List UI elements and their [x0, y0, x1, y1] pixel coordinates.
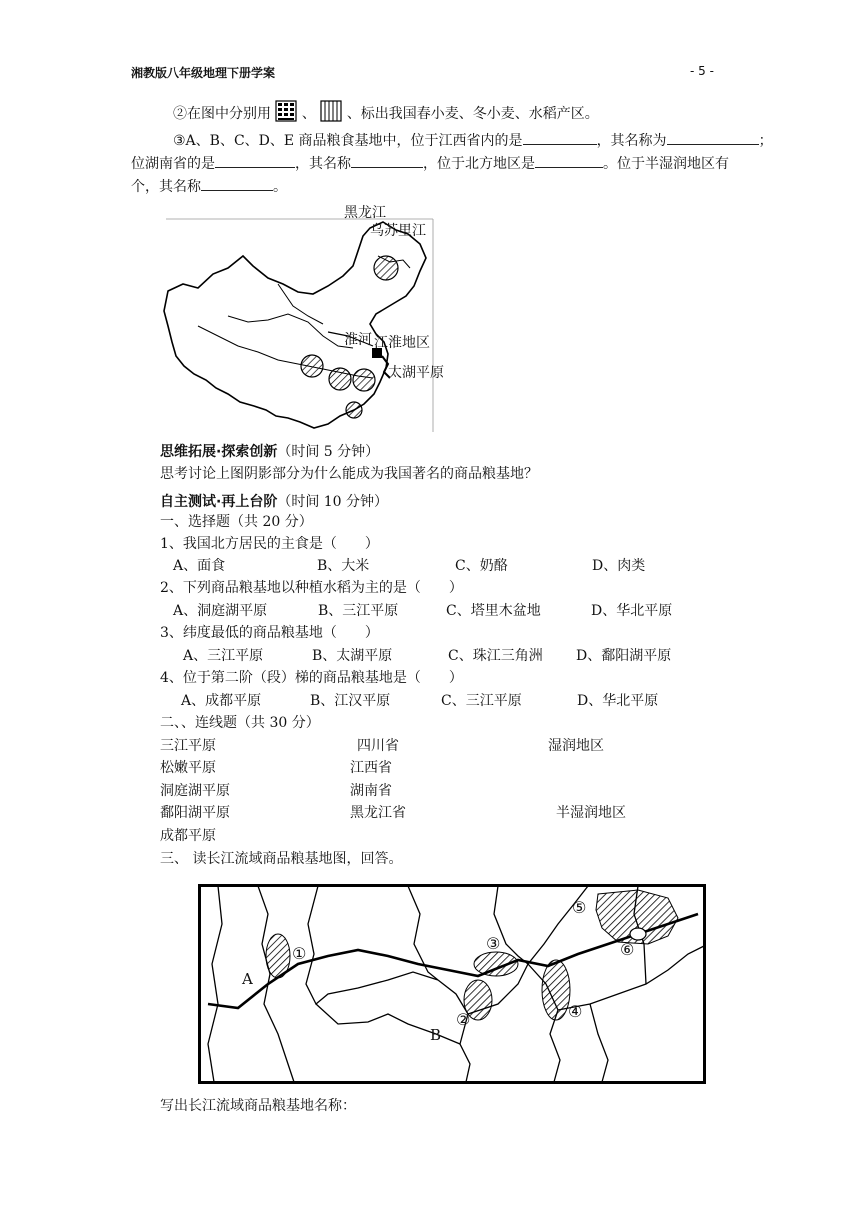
question-2-line	[173, 100, 599, 128]
grain-base-1-chengdu	[266, 934, 290, 978]
option[interactable]: A、三江平原	[183, 648, 264, 664]
final-question: 写出长江流域商品粮基地名称：	[160, 1098, 356, 1114]
section-test-title: 自主测试·再上台阶	[160, 494, 278, 510]
map-marker-6: ⑥	[620, 940, 635, 959]
option[interactable]: C、奶酪	[455, 558, 508, 574]
q3-text-h: 个，其名称	[131, 179, 201, 195]
match-left-item[interactable]: 洞庭湖平原	[160, 783, 230, 799]
question-stem: 4、位于第二阶（段）梯的商品粮基地是（ ）	[160, 670, 463, 686]
option[interactable]: C、珠江三角洲	[448, 648, 543, 664]
grain-base-chengdu-plain	[301, 355, 323, 377]
yangtze-map-drawing	[198, 884, 706, 1084]
option[interactable]: B、太湖平原	[312, 648, 393, 664]
label-jianghuai-region: 江淮地区	[374, 335, 430, 351]
match-middle-item[interactable]: 四川省	[357, 738, 399, 754]
question-3-line-2	[131, 153, 729, 174]
option[interactable]: D、鄱阳湖平原	[576, 648, 672, 664]
map-marker-4: ④	[568, 1002, 583, 1021]
yangtze-grain-base-map	[198, 884, 706, 1084]
answer-blank[interactable]	[351, 153, 423, 168]
answer-blank[interactable]	[215, 153, 295, 168]
part-1-heading: 一、选择题（共 20 分）	[160, 514, 313, 530]
question-stem: 2、下列商品粮基地以种植水稻为主的是（ ）	[160, 580, 463, 596]
option[interactable]: A、面食	[173, 558, 226, 574]
page-number: - 5 -	[690, 64, 714, 78]
section-think-title: 思维拓展·探索创新	[160, 444, 278, 460]
label-huai-river: 淮河	[344, 332, 372, 348]
map-marker-1: ①	[292, 944, 307, 963]
match-middle-item[interactable]: 黑龙江省	[350, 805, 406, 821]
document-header-title: 湘教版八年级地理下册学案	[131, 66, 276, 80]
answer-blank[interactable]	[535, 153, 603, 168]
match-middle-item[interactable]: 湖南省	[350, 783, 392, 799]
grain-base-poyang-lake	[353, 369, 375, 391]
grain-base-pearl-river-delta	[346, 402, 362, 418]
option[interactable]: D、肉类	[592, 558, 646, 574]
match-left-item[interactable]: 松嫩平原	[160, 760, 216, 776]
option[interactable]: B、大米	[317, 558, 370, 574]
section-think-question: 思考讨论上图阴影部分为什么能成为我国著名的商品粮基地？	[160, 466, 538, 482]
map-marker-5: ⑤	[572, 898, 587, 917]
option[interactable]: A、成都平原	[181, 693, 262, 709]
part-2-heading: 二、、连线题（共 30 分）	[160, 715, 320, 731]
section-test-time: （时间 10 分钟）	[277, 494, 389, 510]
question-2-separator: 、	[301, 106, 316, 122]
option[interactable]: B、江汉平原	[310, 693, 391, 709]
map-label-b: B	[430, 1026, 442, 1044]
q3-text-b: ，其名称为	[596, 133, 667, 149]
answer-blank[interactable]	[201, 176, 273, 191]
option[interactable]: D、华北平原	[577, 693, 659, 709]
match-left-item[interactable]: 三江平原	[160, 738, 216, 754]
label-wusuli-river: 乌苏里江	[370, 223, 426, 239]
match-left-item[interactable]: 成都平原	[160, 828, 216, 844]
grain-base-4-poyang	[542, 960, 570, 1020]
part-3-heading: 三、 读长江流域商品粮基地图，回答。	[160, 851, 403, 867]
q3-text-d: 位湖南省的是	[131, 156, 215, 172]
section-think-heading	[160, 442, 379, 462]
option[interactable]: C、塔里木盆地	[446, 603, 541, 619]
grain-base-jianghan-plain	[329, 368, 351, 390]
answer-blank[interactable]	[667, 130, 759, 145]
map-marker-3: ③	[486, 934, 501, 953]
q3-text-c: ；	[758, 133, 773, 149]
map-marker-2: ②	[456, 1010, 471, 1029]
option[interactable]: D、华北平原	[591, 603, 673, 619]
match-right-item[interactable]: 湿润地区	[548, 738, 604, 754]
question-2-prefix: ②在图中分别用	[173, 106, 271, 122]
match-left-item[interactable]: 鄱阳湖平原	[160, 805, 230, 821]
question-3-line-3	[131, 176, 287, 197]
option[interactable]: B、三江平原	[318, 603, 399, 619]
q3-text-a: ③A、B、C、D、E 商品粮食基地中，位于江西省内的是	[173, 133, 523, 149]
label-heilongjiang: 黑龙江	[344, 205, 386, 221]
option[interactable]: C、三江平原	[441, 693, 522, 709]
q3-text-f: ，位于北方地区是	[423, 156, 535, 172]
china-grain-base-map	[158, 196, 448, 436]
question-stem: 3、纬度最低的商品粮基地（ ）	[160, 625, 379, 641]
q3-text-e: ，其名称	[295, 156, 351, 172]
section-think-time: （时间 5 分钟）	[277, 444, 380, 460]
section-test-heading	[160, 492, 388, 512]
question-3-line-1	[173, 130, 773, 151]
option[interactable]: A、洞庭湖平原	[173, 603, 268, 619]
question-2-suffix: 、标出我国春小麦、冬小麦、水稻产区。	[346, 106, 599, 122]
map-label-a: A	[242, 970, 253, 988]
label-taihu-plain: 太湖平原	[388, 365, 444, 381]
q3-text-g: 。位于半湿润地区有	[603, 156, 729, 172]
grain-base-sanjiang-plain	[374, 256, 398, 280]
grain-base-3-jianghan	[474, 952, 518, 976]
question-stem: 1、我国北方居民的主食是（ ）	[160, 536, 379, 552]
match-middle-item[interactable]: 江西省	[350, 760, 392, 776]
answer-blank[interactable]	[523, 130, 597, 145]
grid-symbol-icon	[275, 100, 297, 128]
vertical-lines-symbol-icon	[320, 100, 342, 128]
match-right-item[interactable]: 半湿润地区	[556, 805, 626, 821]
q3-text-i: 。	[273, 179, 287, 195]
